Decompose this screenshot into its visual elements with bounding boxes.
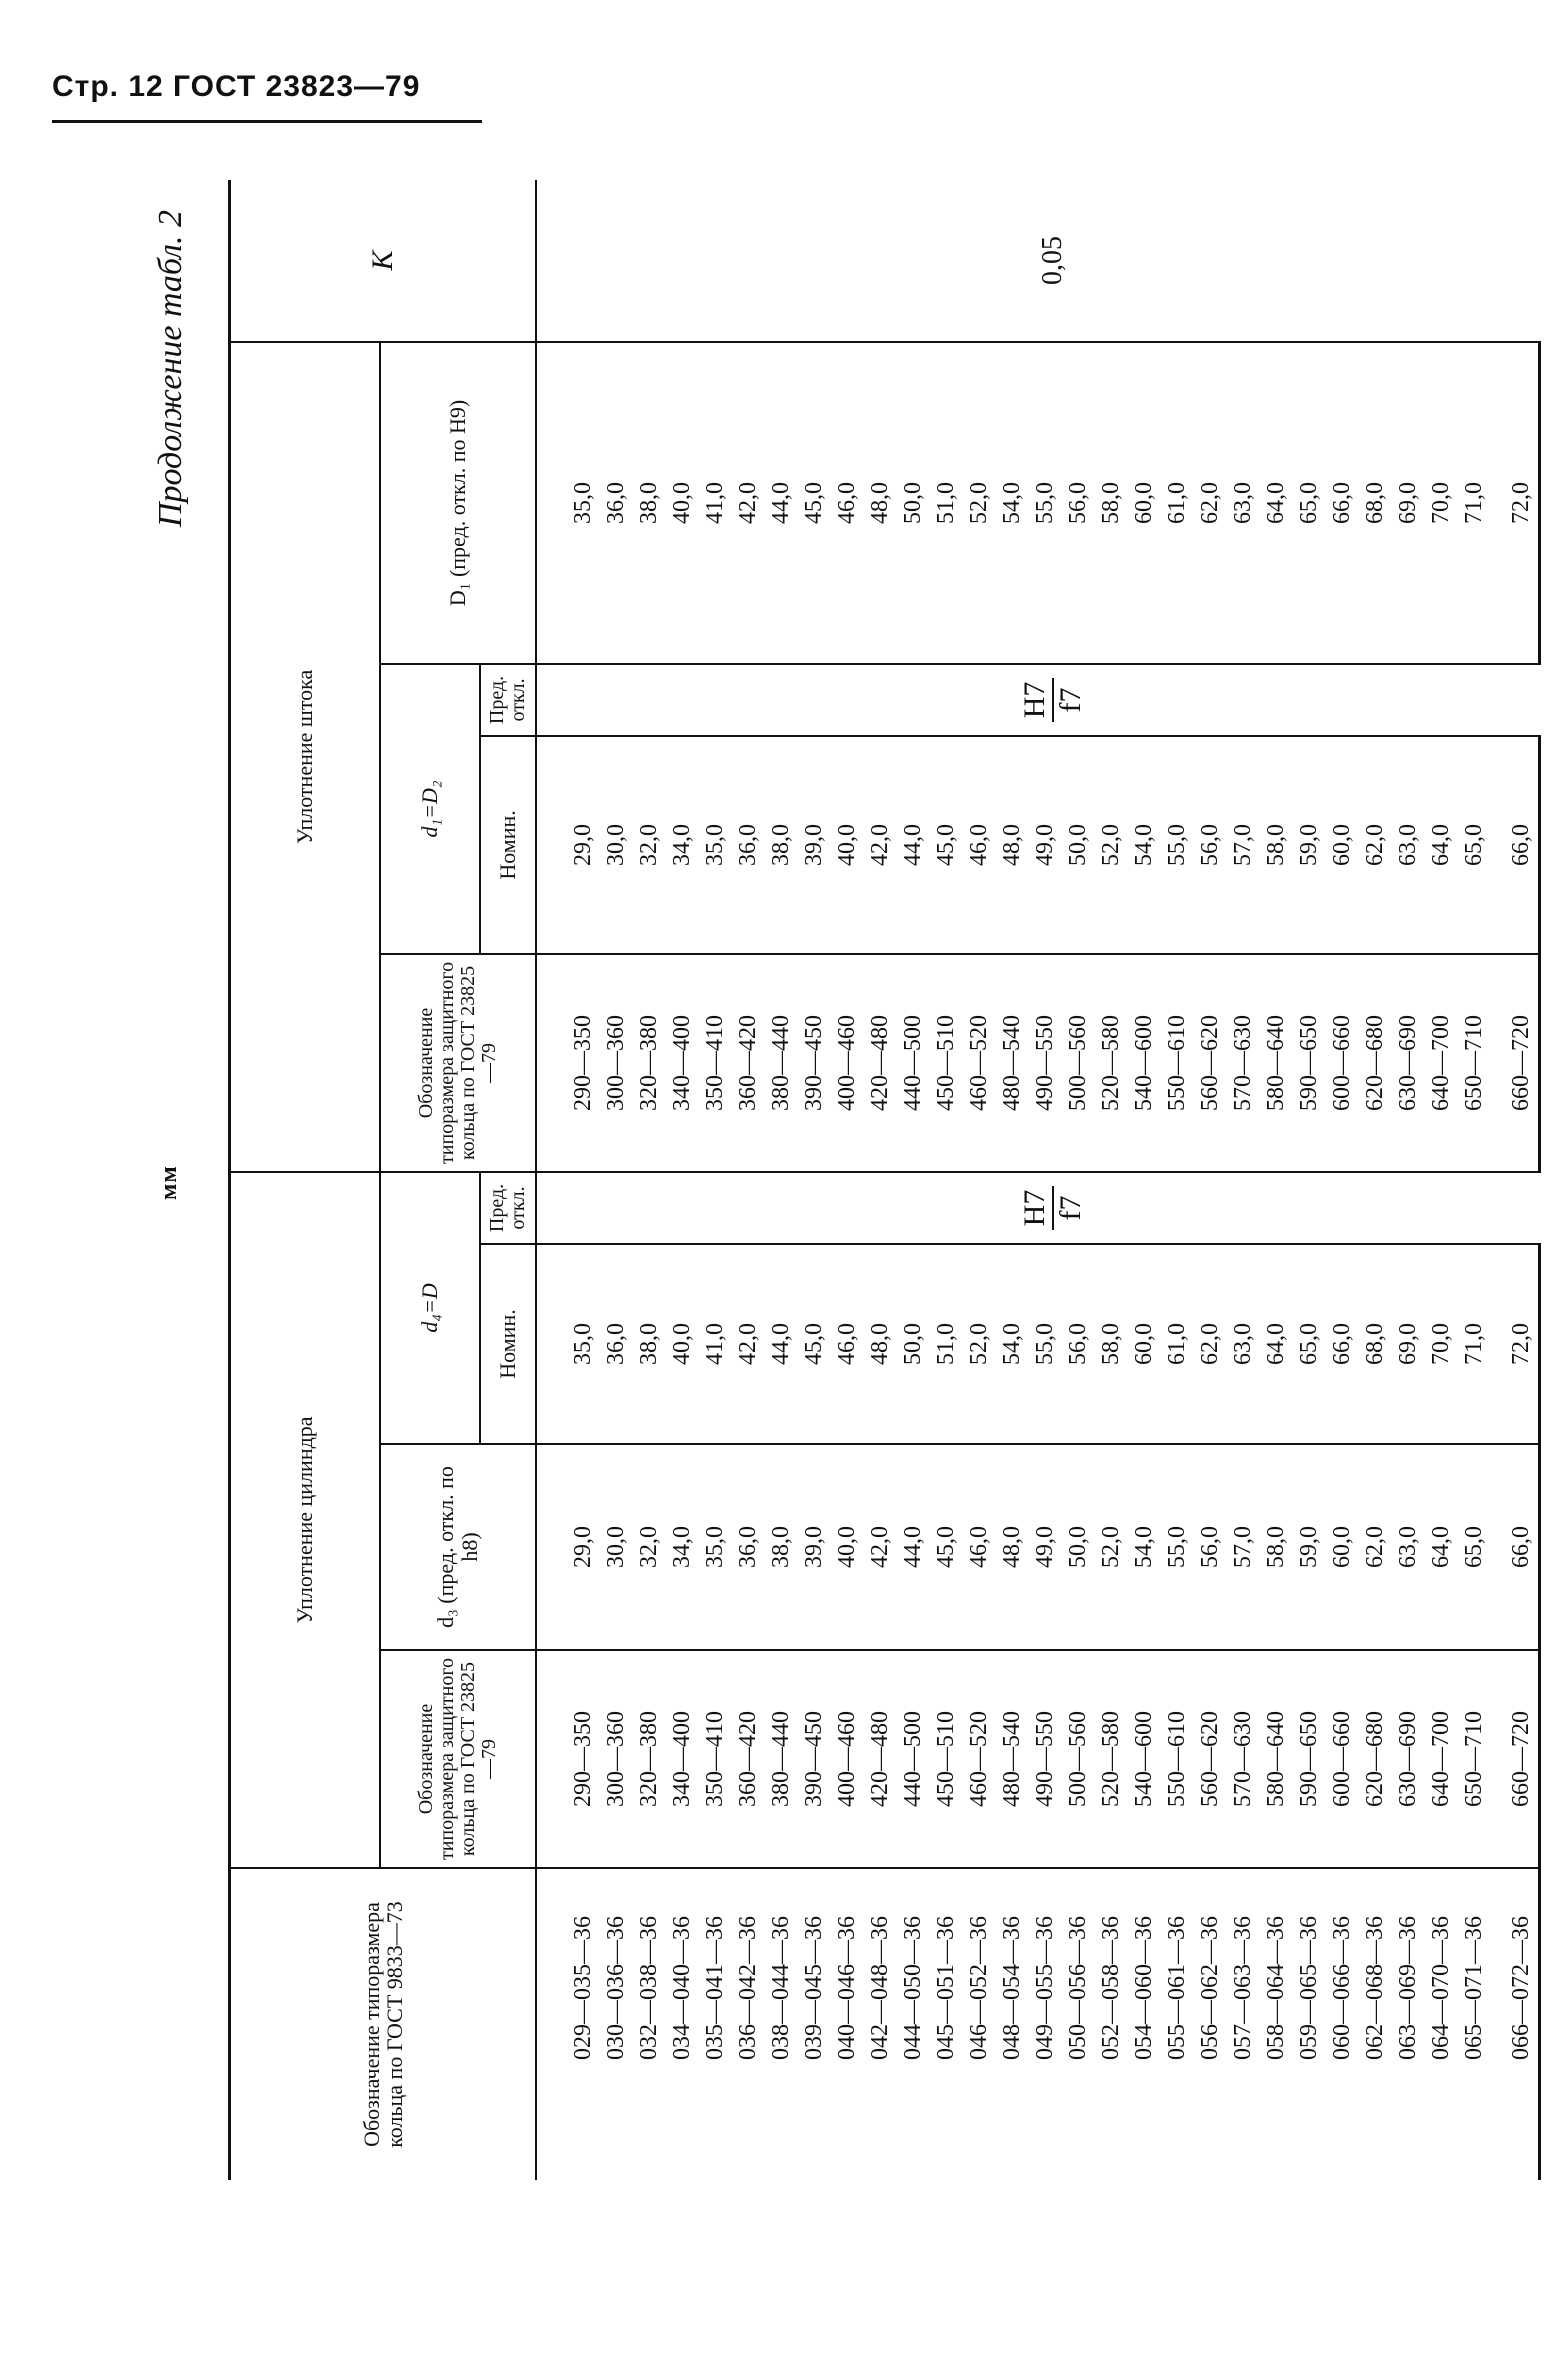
D1-value: 40,0 [666,342,699,664]
D1-value: 38,0 [633,342,666,664]
d3-value: 66,0 [1491,1444,1540,1650]
ring-designation: 048—054—36 [998,1916,1025,2060]
D1-value: 45,0 [798,342,831,664]
fit-fraction [1017,1186,1087,1231]
d4-nominal: 44,0 [765,1244,798,1444]
col-d4-nominal: Номин. [480,1244,536,1444]
d3-value: 48,0 [996,1444,1029,1650]
ring-designation: 065—071—36 [1460,1916,1487,2060]
ring-designation: 039—045—36 [800,1916,827,2060]
units-label: мм [156,1165,182,1200]
d1-nominal: 29,0 [536,736,600,954]
col-k: K [230,180,536,342]
D1-value: 36,0 [600,342,633,664]
d4-nominal: 64,0 [1260,1244,1293,1444]
ring-designation: 045—051—36 [932,1916,959,2060]
ring-designation: 063—069—36 [1394,1916,1421,2060]
d4-nominal: 66,0 [1326,1244,1359,1444]
D1-value: 52,0 [963,342,996,664]
fit-shaft-tolerance: f7 [1053,1195,1087,1221]
ring-designation: 032—038—36 [635,1916,662,2060]
rod-protective-ring: 380—440 [765,954,798,1172]
table-container [228,180,1534,2180]
D1-value: 46,0 [831,342,864,664]
d4-nominal: 52,0 [963,1244,996,1444]
ring-designation: 029—035—36 [569,1916,596,2060]
ring-designation: 038—044—36 [767,1916,794,2060]
cyl-protective-ring: 290—350 [536,1650,600,1868]
d3-value: 40,0 [831,1444,864,1650]
d1-nominal: 32,0 [633,736,666,954]
rod-protective-ring: 390—450 [798,954,831,1172]
d4-nominal: 70,0 [1425,1244,1458,1444]
table-caption [152,180,222,2180]
ring-designation: 049—055—36 [1031,1916,1058,2060]
cyl-protective-ring: 560—620 [1194,1650,1227,1868]
d1-nominal: 57,0 [1227,736,1260,954]
cyl-protective-ring: 480—540 [996,1650,1029,1868]
d3-value: 32,0 [633,1444,666,1650]
k-value-text: 0,05 [1036,235,1068,285]
d4-nominal: 46,0 [831,1244,864,1444]
d4-nominal: 36,0 [600,1244,633,1444]
d3-value: 44,0 [897,1444,930,1650]
d4-nominal: 71,0 [1458,1244,1491,1444]
ring-designation: 036—042—36 [734,1916,761,2060]
cyl-protective-ring: 660—720 [1491,1650,1540,1868]
ring-designation: 034—040—36 [668,1916,695,2060]
ring-designation: 060—066—36 [1328,1916,1355,2060]
cyl-protective-ring: 320—380 [633,1650,666,1868]
d3-value: 59,0 [1293,1444,1326,1650]
D1-value: 48,0 [864,342,897,664]
d3-value: 65,0 [1458,1444,1491,1650]
d1-nominal: 63,0 [1392,736,1425,954]
ring-designation: 044—050—36 [899,1916,926,2060]
cyl-protective-ring: 590—650 [1293,1650,1326,1868]
rod-protective-ring: 620—680 [1359,954,1392,1172]
d3-value: 62,0 [1359,1444,1392,1650]
d3-value: 42,0 [864,1444,897,1650]
table-body [536,180,1540,2180]
D1-value: 68,0 [1359,342,1392,664]
D1-value: 60,0 [1128,342,1161,664]
cyl-protective-ring: 440—500 [897,1650,930,1868]
cyl-protective-ring: 500—560 [1062,1650,1095,1868]
rod-protective-ring: 340—400 [666,954,699,1172]
col-d1-nominal: Номин. [480,736,536,954]
fit-hole-tolerance: H7 [1020,678,1054,723]
d3-value: 46,0 [963,1444,996,1650]
group-cylinder-seal: Уплотнение цилиндра [230,1172,380,1868]
fit-fraction [1017,678,1087,723]
d4-nominal: 69,0 [1392,1244,1425,1444]
d3-value: 39,0 [798,1444,831,1650]
d1-nominal: 52,0 [1095,736,1128,954]
d4-nominal: 65,0 [1293,1244,1326,1444]
D1-value: 41,0 [699,342,732,664]
col-d4-eq-d: d₄=D [380,1172,480,1444]
d4-nominal: 41,0 [699,1244,732,1444]
table-title: Продолжение табл. 2 [152,210,189,528]
rod-protective-ring: 500—560 [1062,954,1095,1172]
D1-value: 35,0 [536,342,600,664]
header-rule [52,120,482,123]
d1-nominal: 30,0 [600,736,633,954]
page-number-and-standard: Стр. 12 ГОСТ 23823—79 [52,70,421,103]
D1-value: 62,0 [1194,342,1227,664]
d1-nominal: 40,0 [831,736,864,954]
fit-hole-tolerance: H7 [1020,1186,1054,1231]
cyl-protective-ring: 540—600 [1128,1650,1161,1868]
ring-designation: 040—046—36 [833,1916,860,2060]
col-rod-protective-ring: Обозначение типоразмера защитного кольца по ГОСТ 23825—79 [380,954,536,1172]
d4-nominal: 72,0 [1491,1244,1540,1444]
ring-designation: 042—048—36 [866,1916,893,2060]
D1-value: 72,0 [1491,342,1540,664]
rod-protective-ring: 540—600 [1128,954,1161,1172]
col-d1-eq-d2: d₁=D₂ [380,664,480,954]
d3-value: 52,0 [1095,1444,1128,1650]
ring-designation: 030—036—36 [602,1916,629,2060]
k-value [536,180,1540,342]
D1-value: 54,0 [996,342,1029,664]
col-d3: d₃ (пред. откл. по h8) [380,1444,536,1650]
d1-nominal: 60,0 [1326,736,1359,954]
D1-value: 69,0 [1392,342,1425,664]
d3-value: 34,0 [666,1444,699,1650]
d4-fit-tolerance [536,1172,1540,1244]
cyl-protective-ring: 520—580 [1095,1650,1128,1868]
d1-fit-tolerance [536,664,1540,736]
d3-value: 35,0 [699,1444,732,1650]
D1-value: 61,0 [1161,342,1194,664]
cyl-protective-ring: 600—660 [1326,1650,1359,1868]
d1-nominal: 46,0 [963,736,996,954]
rod-protective-ring: 300—360 [600,954,633,1172]
cyl-protective-ring: 630—690 [1392,1650,1425,1868]
D1-value: 50,0 [897,342,930,664]
d1-nominal: 62,0 [1359,736,1392,954]
D1-value: 66,0 [1326,342,1359,664]
cyl-protective-ring: 420—480 [864,1650,897,1868]
rod-protective-ring: 420—480 [864,954,897,1172]
d4-nominal: 61,0 [1161,1244,1194,1444]
D1-value: 70,0 [1425,342,1458,664]
d3-value: 57,0 [1227,1444,1260,1650]
d4-nominal: 55,0 [1029,1244,1062,1444]
d4-nominal: 40,0 [666,1244,699,1444]
cyl-protective-ring: 380—440 [765,1650,798,1868]
d1-nominal: 39,0 [798,736,831,954]
cyl-protective-ring: 300—360 [600,1650,633,1868]
d4-nominal: 56,0 [1062,1244,1095,1444]
d1-nominal: 50,0 [1062,736,1095,954]
cyl-protective-ring: 460—520 [963,1650,996,1868]
cyl-protective-ring: 400—460 [831,1650,864,1868]
d1-nominal: 66,0 [1491,736,1540,954]
d4-nominal: 48,0 [864,1244,897,1444]
ring-designation: 052—058—36 [1097,1916,1124,2060]
cyl-protective-ring: 550—610 [1161,1650,1194,1868]
d4-nominal: 62,0 [1194,1244,1227,1444]
D1-value: 56,0 [1062,342,1095,664]
d3-value: 36,0 [732,1444,765,1650]
d4-nominal: 42,0 [732,1244,765,1444]
ring-designation: 066—072—36 [1491,1868,1540,2180]
cyl-protective-ring: 650—710 [1458,1650,1491,1868]
d1-nominal: 54,0 [1128,736,1161,954]
d1-nominal: 44,0 [897,736,930,954]
rod-protective-ring: 640—700 [1425,954,1458,1172]
rod-protective-ring: 360—420 [732,954,765,1172]
D1-value: 44,0 [765,342,798,664]
rod-protective-ring: 580—640 [1260,954,1293,1172]
ring-designation: 056—062—36 [1196,1916,1223,2060]
d3-value: 64,0 [1425,1444,1458,1650]
d4-nominal: 45,0 [798,1244,831,1444]
rod-protective-ring: 290—350 [536,954,600,1172]
rod-protective-ring: 520—580 [1095,954,1128,1172]
D1-value: 58,0 [1095,342,1128,664]
rod-protective-ring: 590—650 [1293,954,1326,1172]
fit-shaft-tolerance: f7 [1053,687,1087,713]
rod-protective-ring: 630—690 [1392,954,1425,1172]
rod-protective-ring: 660—720 [1491,954,1540,1172]
rod-protective-ring: 440—500 [897,954,930,1172]
col-cyl-protective-ring: Обозначение типоразмера защитного кольца по ГОСТ 23825—79 [380,1650,536,1868]
d1-nominal: 65,0 [1458,736,1491,954]
d3-value: 55,0 [1161,1444,1194,1650]
rod-protective-ring: 490—550 [1029,954,1062,1172]
d1-nominal: 64,0 [1425,736,1458,954]
ring-designation: 055—061—36 [1163,1916,1190,2060]
d1-nominal: 34,0 [666,736,699,954]
ring-designation: 054—060—36 [1130,1916,1157,2060]
d1-nominal: 35,0 [699,736,732,954]
d3-value: 60,0 [1326,1444,1359,1650]
page-header [52,70,482,126]
ring-designation: 064—070—36 [1427,1916,1454,2060]
d3-value: 50,0 [1062,1444,1095,1650]
ring-designation: 058—064—36 [1262,1916,1289,2060]
d3-value: 56,0 [1194,1444,1227,1650]
d4-nominal: 54,0 [996,1244,1029,1444]
cyl-protective-ring: 450—510 [930,1650,963,1868]
d4-nominal: 38,0 [633,1244,666,1444]
rod-protective-ring: 480—540 [996,954,1029,1172]
d4-nominal: 51,0 [930,1244,963,1444]
d1-nominal: 42,0 [864,736,897,954]
ring-designation: 062—068—36 [1361,1916,1388,2060]
rod-protective-ring: 460—520 [963,954,996,1172]
d1-nominal: 58,0 [1260,736,1293,954]
D1-value: 42,0 [732,342,765,664]
cyl-protective-ring: 490—550 [1029,1650,1062,1868]
d4-nominal: 58,0 [1095,1244,1128,1444]
d3-value: 54,0 [1128,1444,1161,1650]
D1-value: 63,0 [1227,342,1260,664]
rod-protective-ring: 350—410 [699,954,732,1172]
rod-protective-ring: 320—380 [633,954,666,1172]
d1-nominal: 55,0 [1161,736,1194,954]
ring-designation: 035—041—36 [701,1916,728,2060]
cyl-protective-ring: 350—410 [699,1650,732,1868]
col-ring-designation: Обозначение типоразмера кольца по ГОСТ 9833—73 [230,1868,536,2180]
rod-protective-ring: 600—660 [1326,954,1359,1172]
cyl-protective-ring: 570—630 [1227,1650,1260,1868]
cyl-protective-ring: 340—400 [666,1650,699,1868]
d1-nominal: 45,0 [930,736,963,954]
d4-nominal: 35,0 [536,1244,600,1444]
cyl-protective-ring: 620—680 [1359,1650,1392,1868]
d1-nominal: 48,0 [996,736,1029,954]
D1-value: 55,0 [1029,342,1062,664]
d3-value: 29,0 [536,1444,600,1650]
d1-nominal: 36,0 [732,736,765,954]
d4-nominal: 63,0 [1227,1244,1260,1444]
d1-nominal: 59,0 [1293,736,1326,954]
D1-value: 65,0 [1293,342,1326,664]
d3-value: 58,0 [1260,1444,1293,1650]
rod-protective-ring: 550—610 [1161,954,1194,1172]
d4-nominal: 60,0 [1128,1244,1161,1444]
ring-designation: 057—063—36 [1229,1916,1256,2060]
cyl-protective-ring: 640—700 [1425,1650,1458,1868]
col-D1: D₁ (пред. откл. по H9) [380,342,536,664]
rotated-table-area [152,180,1534,2180]
group-rod-seal: Уплотнение штока [230,342,380,1172]
d4-nominal: 50,0 [897,1244,930,1444]
rod-protective-ring: 560—620 [1194,954,1227,1172]
d3-value: 45,0 [930,1444,963,1650]
cyl-protective-ring: 580—640 [1260,1650,1293,1868]
cyl-protective-ring: 360—420 [732,1650,765,1868]
ring-designation: 059—065—36 [1295,1916,1322,2060]
d3-value: 38,0 [765,1444,798,1650]
ring-designation: 050—056—36 [1064,1916,1091,2060]
D1-value: 64,0 [1260,342,1293,664]
d1-nominal: 38,0 [765,736,798,954]
rod-protective-ring: 450—510 [930,954,963,1172]
d1-nominal: 56,0 [1194,736,1227,954]
col-d1-limit-dev: Пред. откл. [480,664,536,736]
rod-protective-ring: 650—710 [1458,954,1491,1172]
d4-nominal: 68,0 [1359,1244,1392,1444]
rod-protective-ring: 400—460 [831,954,864,1172]
ring-designation: 046—052—36 [965,1916,992,2060]
col-d4-limit-dev: Пред. откл. [480,1172,536,1244]
rod-protective-ring: 570—630 [1227,954,1260,1172]
D1-value: 71,0 [1458,342,1491,664]
table-row [536,180,600,2180]
d3-value: 63,0 [1392,1444,1425,1650]
cyl-protective-ring: 390—450 [798,1650,831,1868]
d1-nominal: 49,0 [1029,736,1062,954]
d3-value: 30,0 [600,1444,633,1650]
d3-value: 49,0 [1029,1444,1062,1650]
dimensions-table [228,180,1541,2180]
D1-value: 51,0 [930,342,963,664]
